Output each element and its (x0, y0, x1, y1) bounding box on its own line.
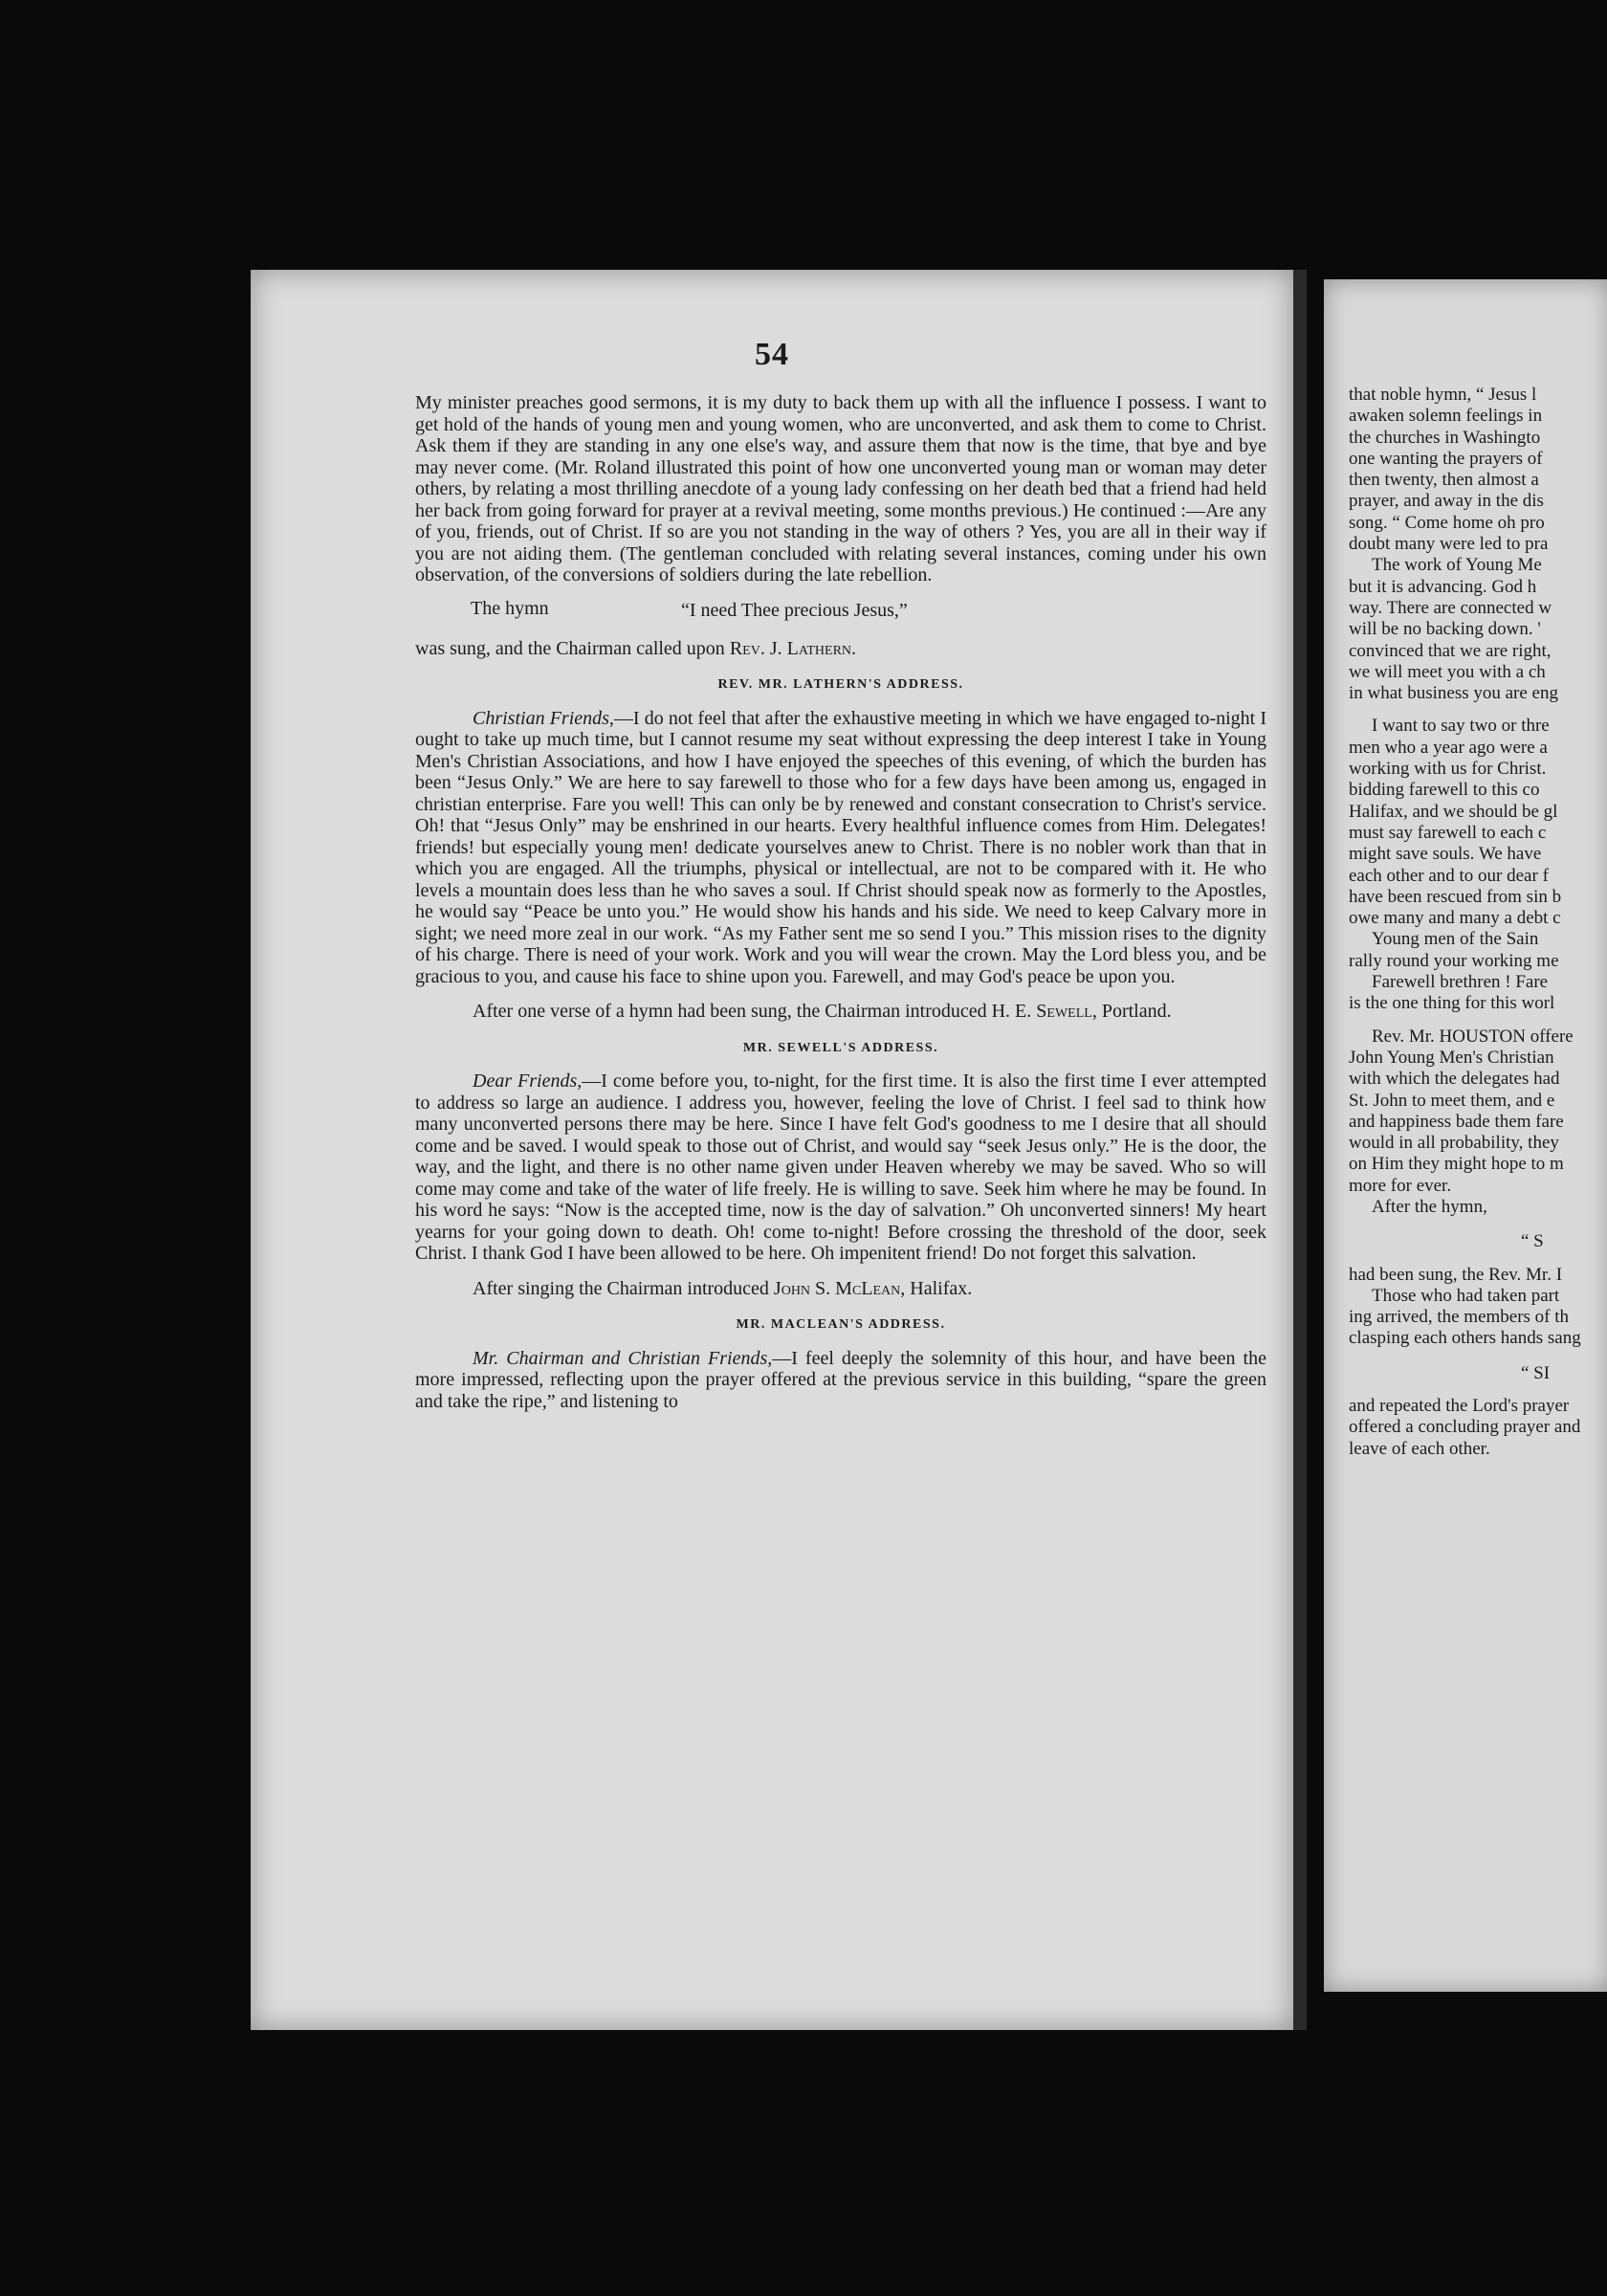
left-page (251, 270, 1307, 2030)
right-line: convinced that we are right, (1349, 640, 1552, 661)
right-line: in what business you are eng (1349, 683, 1558, 704)
right-line: rally round your working me (1349, 950, 1559, 971)
paragraph-maclean (415, 1348, 1266, 1413)
paragraph-lathern (415, 708, 1266, 988)
right-line: awaken solemn feelings in (1349, 406, 1543, 427)
paragraph-roland: My minister preaches good sermons, it is my duty to back them up with all the influence I possess. I want to get hold of the hands of young men and young women, who are unconverted, and ask them to come to Christ. Ask them if they are standing in any one else's way, and assure them that now is the time, that bye and bye may never come. (Mr. Roland illustrated this point of how one unconverted young man or woman may deter others, by relating a most thrilling anecdote of a young lady confessing on her death bed that a friend had held her back from going forward for prayer at a revival meeting, some months previous.) He continued :—Are any of you, friends, out of Christ. If so are you not standing in the way of others ? Yes, you are all in their way if you are not aiding them. (The gentleman concluded with relating several instances, coming under his own observation, of the conversions of soldiers during the late rebellion. (415, 392, 1266, 585)
right-line: owe many and many a debt c (1349, 908, 1561, 929)
text-sewell: —I come before you, to-night, for the first time. It is also the first time I ever attempted to address so large an audience. I address you, however, feeling the love of Christ. I feel sad to think how many unconverted persons there may be here. Since I have felt God's goodness to me I desire that all should come and be saved. I would speak to those out of Christ, and would say “seek Jesus only.” He is the door, the way, and the light, and there is no other name given under Heaven whereby we may be saved. Who so will come may come and take of the water of life freely. He is willing to save. Seek him where he may be found. In his word he says: “Now is the accepted time, now is the day of salvation.” Oh unconverted sinners! My heart yearns for your going down to death. Oh! come to-night! Before crossing the threshold of the door, seek Christ. I thank God I have been allowed to be here. Oh impenitent friend! Do not forget this salvation. (415, 1071, 1266, 1264)
right-line: and happiness bade them fare (1349, 1111, 1564, 1132)
right-line: working with us for Christ. (1349, 759, 1547, 780)
right-line: “ S (1521, 1231, 1544, 1252)
paragraph-sewell (415, 1071, 1266, 1265)
right-text-column (1349, 385, 1607, 1460)
right-line: must say farewell to each c (1349, 822, 1547, 843)
speaker-name-mclean: John S. McLean (773, 1277, 901, 1299)
right-line: Halifax, and we should be gl (1349, 801, 1558, 822)
right-line: Young men of the Sain (1372, 929, 1539, 950)
after-verse-suffix: , Portland. (1091, 1001, 1172, 1022)
right-line: Farewell brethren ! Fare (1372, 972, 1549, 993)
right-line: the churches in Washingto (1349, 427, 1541, 448)
speaker-name-lathern: Rev. J. Lathern. (729, 637, 857, 659)
right-line: one wanting the prayers of (1349, 448, 1543, 469)
right-line: After the hymn, (1372, 1196, 1487, 1217)
right-line: ing arrived, the members of th (1349, 1307, 1570, 1328)
chairman-call-line (415, 638, 1266, 660)
chairman-call-text: was sung, and the Chairman called upon (415, 637, 725, 659)
salutation-maclean: Mr. Chairman and Christian Friends, (473, 1347, 773, 1369)
salutation-lathern: Christian Friends, (473, 707, 614, 729)
right-line: will be no backing down. ' (1349, 619, 1541, 640)
right-line: The work of Young Me (1372, 555, 1542, 576)
right-line: doubt many were led to pra (1349, 534, 1549, 555)
right-line: Those who had taken part (1372, 1285, 1560, 1306)
right-line: each other and to our dear f (1349, 865, 1549, 886)
right-line: Rev. Mr. HOUSTON offere (1372, 1026, 1574, 1047)
text-lathern: —I do not feel that after the exhaustive meeting in which we have engaged to-night I ought to take up much time, but I cannot resume my seat without expressing the deep interest I take in Young Men's Christian Associations, and how I have enjoyed the speeches of this evening, of which the burden has been “Jesus Only.” We are here to say farewell to those who for a few days have been among us, engaged in christian enterprise. Fare you well! This can only be by renewed and constant consecration to Christ's service. Oh! that “Jesus Only” may be enshrined in our hearts. Every healthful influence comes from Him. Delegates! friends! but especially young men! dedicate yourselves anew to Christ. There is no nobler work than that in which you are engaged. All the triumphs, physical or intellectual, are not to be compared with it. He who levels a mountain does less than he who saves a soul. If Christ should speak now as formerly to the Apostles, he would say “Peace be unto you.” He would show his hands and his side. We need to keep Calvary more in sight; we need more zeal in our work. “As my Father sent me so send I you.” This mission rises to the dignity of his charge. There is need of your work. Work and you will wear the crown. May the Lord bless you, and be gracious to you, and cause his face to shine upon you. Farewell, and may God's peace be upon you. (415, 707, 1267, 987)
right-line: had been sung, the Rev. Mr. I (1349, 1264, 1563, 1285)
after-singing-text: After singing the Chairman introduced (473, 1277, 769, 1299)
right-page (1324, 279, 1607, 1992)
right-line: but it is advancing. God h (1349, 576, 1537, 597)
after-verse-text: After one verse of a hymn had been sung, the Chairman introduced (473, 1001, 987, 1022)
heading-sewell: MR. SEWELL'S ADDRESS. (742, 1040, 939, 1055)
after-singing-suffix: , Halifax. (900, 1277, 973, 1299)
salutation-sewell: Dear Friends, (473, 1071, 583, 1092)
right-line: way. There are connected w (1349, 597, 1552, 618)
right-line: more for ever. (1349, 1175, 1452, 1196)
right-line: we will meet you with a ch (1349, 661, 1546, 682)
paragraph-after-singing (415, 1278, 1266, 1300)
right-line: clasping each others hands sang (1349, 1328, 1581, 1349)
paragraph-after-verse (415, 1001, 1266, 1023)
hymn-title: “I need Thee precious Jesus,” (681, 599, 908, 621)
page-number: 54 (755, 337, 789, 372)
hymn-lead: The hymn (471, 597, 549, 619)
right-line: leave of each other. (1349, 1438, 1490, 1459)
right-line: John Young Men's Christian (1349, 1047, 1554, 1068)
right-line: with which the delegates had (1349, 1069, 1560, 1090)
right-line: have been rescued from sin b (1349, 886, 1562, 907)
right-line: then twenty, then almost a (1349, 470, 1539, 491)
right-line: on Him they might hope to m (1349, 1154, 1564, 1175)
text-maclean: —I feel deeply the solemnity of this hour, and have been the more impressed, reflecting upon the prayer offered at the previous service in this building, “spare the green and take the ripe,” and listening to (415, 1347, 1266, 1412)
right-line: men who a year ago were a (1349, 737, 1548, 758)
heading-lathern: REV. MR. LATHERN'S ADDRESS. (717, 677, 964, 692)
right-line: and repeated the Lord's prayer (1349, 1396, 1570, 1417)
heading-maclean: MR. MACLEAN'S ADDRESS. (736, 1317, 946, 1332)
right-line: I want to say two or thre (1372, 716, 1550, 737)
right-line: that noble hymn, “ Jesus l (1349, 385, 1537, 405)
right-line: St. John to meet them, and e (1349, 1090, 1555, 1111)
right-line: “ SI (1521, 1362, 1551, 1383)
hymn-line (415, 598, 1266, 627)
right-line: is the one thing for this worl (1349, 993, 1555, 1014)
right-line: would in all probability, they (1349, 1133, 1559, 1154)
right-line: song. “ Come home oh pro (1349, 512, 1545, 533)
right-line: prayer, and away in the dis (1349, 491, 1544, 512)
right-line: might save souls. We have (1349, 844, 1542, 865)
right-line: bidding farewell to this co (1349, 780, 1540, 801)
left-text-column (415, 392, 1266, 1412)
right-line: offered a concluding prayer and (1349, 1417, 1581, 1438)
speaker-name-sewell: H. E. Sewell (991, 1001, 1092, 1022)
